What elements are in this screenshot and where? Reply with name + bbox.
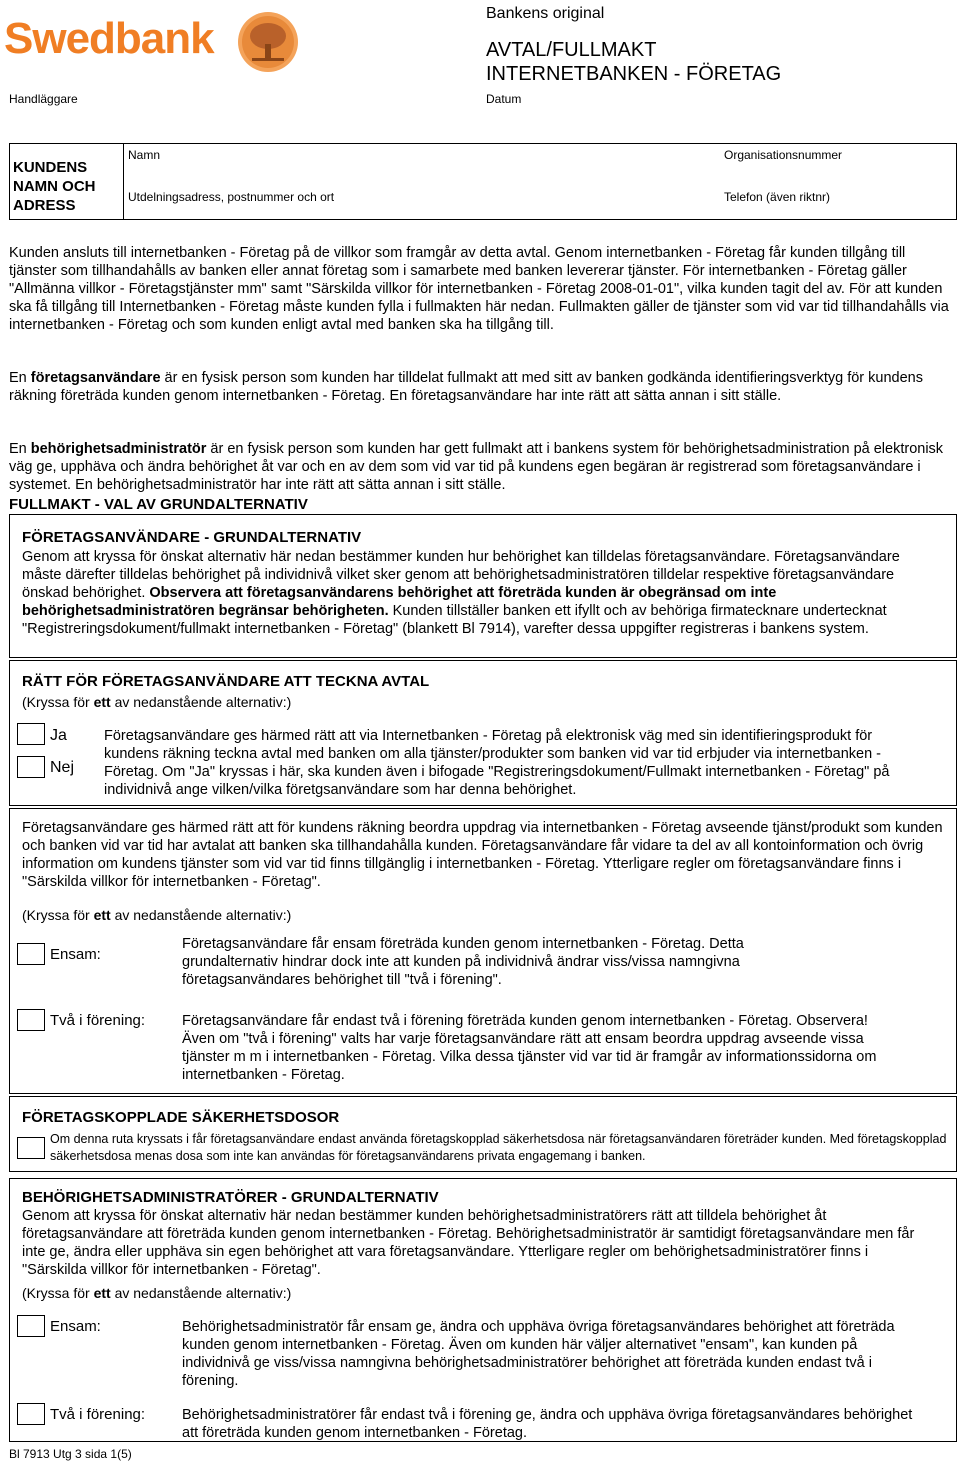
customer-label: KUNDENS NAMN OCH ADRESS — [13, 159, 96, 214]
box4-text: Om denna ruta kryssats i får företagsanvändare endast använda företagskopplad säkerhetsdosa när företagsanvändaren företräder kunden. Med företagskopplad säkerhetsdosa menas dosa som inte kan användas för företagsanvändarens privata engagemang i banken. — [50, 1132, 947, 1163]
admin-tva-i-forening-description: Behörighetsadministratörer får endast två i förening ge, ändra och upphäva övriga företagsanvändares behörighet att företräda kunden genom internetbanken - Företag. — [182, 1407, 913, 1441]
behorighetsadmin-grundalternativ-box — [9, 1178, 957, 1442]
box2-heading: RÄTT FÖR FÖRETAGSANVÄNDARE ATT TECKNA AVTAL — [22, 673, 430, 690]
swedbank-logo — [4, 6, 304, 68]
adress-field-label: Utdelningsadress, postnummer och ort — [128, 190, 335, 204]
section-title: FULLMAKT - VAL AV GRUNDALTERNATIV — [9, 496, 308, 513]
nej-label: Nej — [50, 759, 75, 776]
nej-checkbox[interactable] — [17, 756, 45, 778]
intro-paragraph: Kunden ansluts till internetbanken - Företag på de villkor som framgår av detta avtal. Genom internetbanken - Företag får kunden tillgång till tjänster som tillhandahålls av banken eller annat företag som i samarbete med banken levererar tjänster. För internetbanken - Företag gäller "Allmänna villkor - Företagstjänster mm" samt "Särskilda villkor för internetbanken - Företag 2008-01-01", vilka kunden tagit del av. För att kunden ska få tillgång till Internetbanken - Företag måste kunden fylla i fullmakten här nedan. Fullmakten gäller de tjänster som vid var tid tillhandahålls via internetbanken - Företag och som kunden enligt avtal med banken ska ha tillgång till. — [9, 245, 949, 333]
logo-text: Swedbank — [4, 14, 214, 63]
footer-form-id: Bl 7913 Utg 3 sida 1(5) — [9, 1447, 132, 1461]
box5-heading: BEHÖRIGHETSADMINISTRATÖRER - GRUNDALTERNATIV — [22, 1189, 439, 1206]
foretagsanvandare-grundalternativ-box — [9, 514, 957, 658]
beordra-uppdrag-box — [9, 808, 957, 1094]
tva-i-forening-checkbox[interactable] — [17, 1009, 45, 1031]
ensam-description: Företagsanvändare får ensam företräda kunden genom internetbanken - Företag. Detta grundalternativ hindrar dock inte att kunden på individnivå ändrar viss/vissa namngivna företagsanvändares behörighet till "två i förening". — [182, 936, 744, 988]
doc-title-line1: AVTAL/FULLMAKT — [486, 39, 657, 61]
divider — [123, 144, 124, 219]
tva-i-forening-description: Företagsanvändare får endast två i förening företräda kunden genom internetbanken - Företag. Observera! Även om "två i förening" valts har varje företagsanvändare rätt att ensam beordra uppdrag avseende vissa tjänster m m i internetbanken - Företag. Vilka dessa tjänster vid var tid är framgår av informationssidorna om internetbanken - Företag. — [182, 1013, 877, 1083]
customer-address-box[interactable] — [9, 143, 957, 220]
namn-field-label: Namn — [128, 148, 161, 162]
doc-title-line2: INTERNETBANKEN - FÖRETAG — [486, 63, 782, 85]
admin-tva-i-forening-label: Två i förening: — [50, 1406, 146, 1423]
box5-instruction: (Kryssa för ett av nedanstående alternativ:) — [22, 1285, 292, 1301]
telefon-field-label: Telefon (även riktnr) — [724, 190, 831, 204]
admin-tva-i-forening-checkbox[interactable] — [17, 1403, 45, 1425]
ensam-checkbox[interactable] — [17, 943, 45, 965]
admin-ensam-description: Behörighetsadministratör får ensam ge, ändra och upphäva övriga företagsanvändares behörighet att företräda kunden genom internetbanken - Företag. Även om kunden här väljer alternativet "ensam", kan kunden på individnivå ge viss/vissa namngivna behörighetsadministratörer behörighet att företräda kunden endast två i förening. — [182, 1319, 895, 1389]
sakerhetsdosor-box — [9, 1096, 957, 1172]
oak-tree-seal-icon — [236, 10, 300, 74]
handlaggare-label: Handläggare — [9, 92, 78, 106]
box3-instruction: (Kryssa för ett av nedanstående alternativ:) — [22, 907, 292, 923]
box2-description: Företagsanvändare ges härmed rätt att via Internetbanken - Företag på elektronisk väg med sin identifieringsprodukt för kundens räkning teckna avtal med banken om alla tjänster/produkter som banken vid var tid erbjuder via internetbanken - Företag. Om "Ja" kryssas i här, ska kunden även i bifogade "Registreringsdokument/Fullmakt internetbanken - Företag" på individnivå ange vilken/vilka företgsanvändare som har denna behörighet. — [104, 728, 890, 798]
admin-ensam-label: Ensam: — [50, 1318, 101, 1335]
sakerhetsdosa-checkbox[interactable] — [17, 1137, 45, 1159]
ensam-label: Ensam: — [50, 946, 101, 963]
box4-heading: FÖRETAGSKOPPLADE SÄKERHETSDOSOR — [22, 1109, 340, 1126]
box1-heading: FÖRETAGSANVÄNDARE - GRUNDALTERNATIV — [22, 529, 362, 546]
ja-checkbox[interactable] — [17, 723, 45, 745]
box3-text: Företagsanvändare ges härmed rätt att för kundens räkning beordra uppdrag via internetbanken - Företag avseende tjänst/produkt som kunden och banken vid var tid har avtalat att banken ska tillhandahålla kunden. Företagsanvändare får vidare ta del av all kontoinformation och övrig information om kundens tjänster som vid var tid finns tillgänglig i internetbanken - Företag. Ytterligare regler om företagsanvändare finns i "Särskilda villkor för internetbanken - Företag". — [22, 820, 943, 890]
admin-ensam-checkbox[interactable] — [17, 1315, 45, 1337]
box2-instruction: (Kryssa för ett av nedanstående alternativ:) — [22, 694, 292, 710]
original-label: Bankens original — [486, 5, 605, 22]
box1-text: Genom att kryssa för önskat alternativ här nedan bestämmer kunden hur behörighet kan tilldelas företagsanvändare. Företagsanvändare måste därefter tilldelas behörighet på individnivå vilket sker genom att behörighetsadministratören tilldelar respektive företagsanvändare önskad behörighet. Observera att företagsanvändarens behörighet att företräda kunden är obegränsad om inte behörighetsadministratören begränsar behörigheten. Kunden tillställer banken ett ifyllt och av behöriga firmatecknare undertecknat "Registreringsdokument/fullmakt internetbanken - Företag" (blankett Bl 7914), varefter dessa uppgifter registreras i bankens system. — [22, 549, 900, 637]
orgnr-field-label: Organisationsnummer — [724, 148, 843, 162]
foretagsanvandare-definition: En företagsanvändare är en fysisk person som kunden har tilldelat fullmakt att med sitt av banken godkända identifieringsverktyg för kundens räkning företräda kunden genom internetbanken - Företag. En företagsanvändare har inte rätt att sätta annan i sitt ställe. — [9, 370, 923, 404]
behorighetsadmin-definition: En behörighetsadministratör är en fysisk person som kunden har gett fullmakt att i bankens system för behörighetsadministration på elektronisk väg ge, upphäva och ändra behörighet åt var och en av dem som vid var tid på kundens egen begäran är registrerad som företagsanvändare i systemet. En behörighetsadministratör har inte rätt att sätta annan i sitt ställe. — [9, 441, 944, 493]
box5-text: Genom att kryssa för önskat alternativ här nedan bestämmer kunden behörighetsadministratörers rätt att tilldela behörighet åt företagsanvändare att företräda kunden genom internetbanken - Företag. Behörighetsadministratör är samtidigt företagsanvändare men får inte ge, ändra eller upphäva sin egen behörighet att vara företagsanvändare. Ytterligare regler om behörighetsadministratörer finns i "Särskilda villkor för internetbanken - Företag". — [22, 1208, 915, 1278]
datum-label: Datum — [486, 92, 522, 106]
tva-i-forening-label: Två i förening: — [50, 1012, 146, 1029]
ja-label: Ja — [50, 727, 67, 744]
ratt-teckna-avtal-box — [9, 660, 957, 806]
